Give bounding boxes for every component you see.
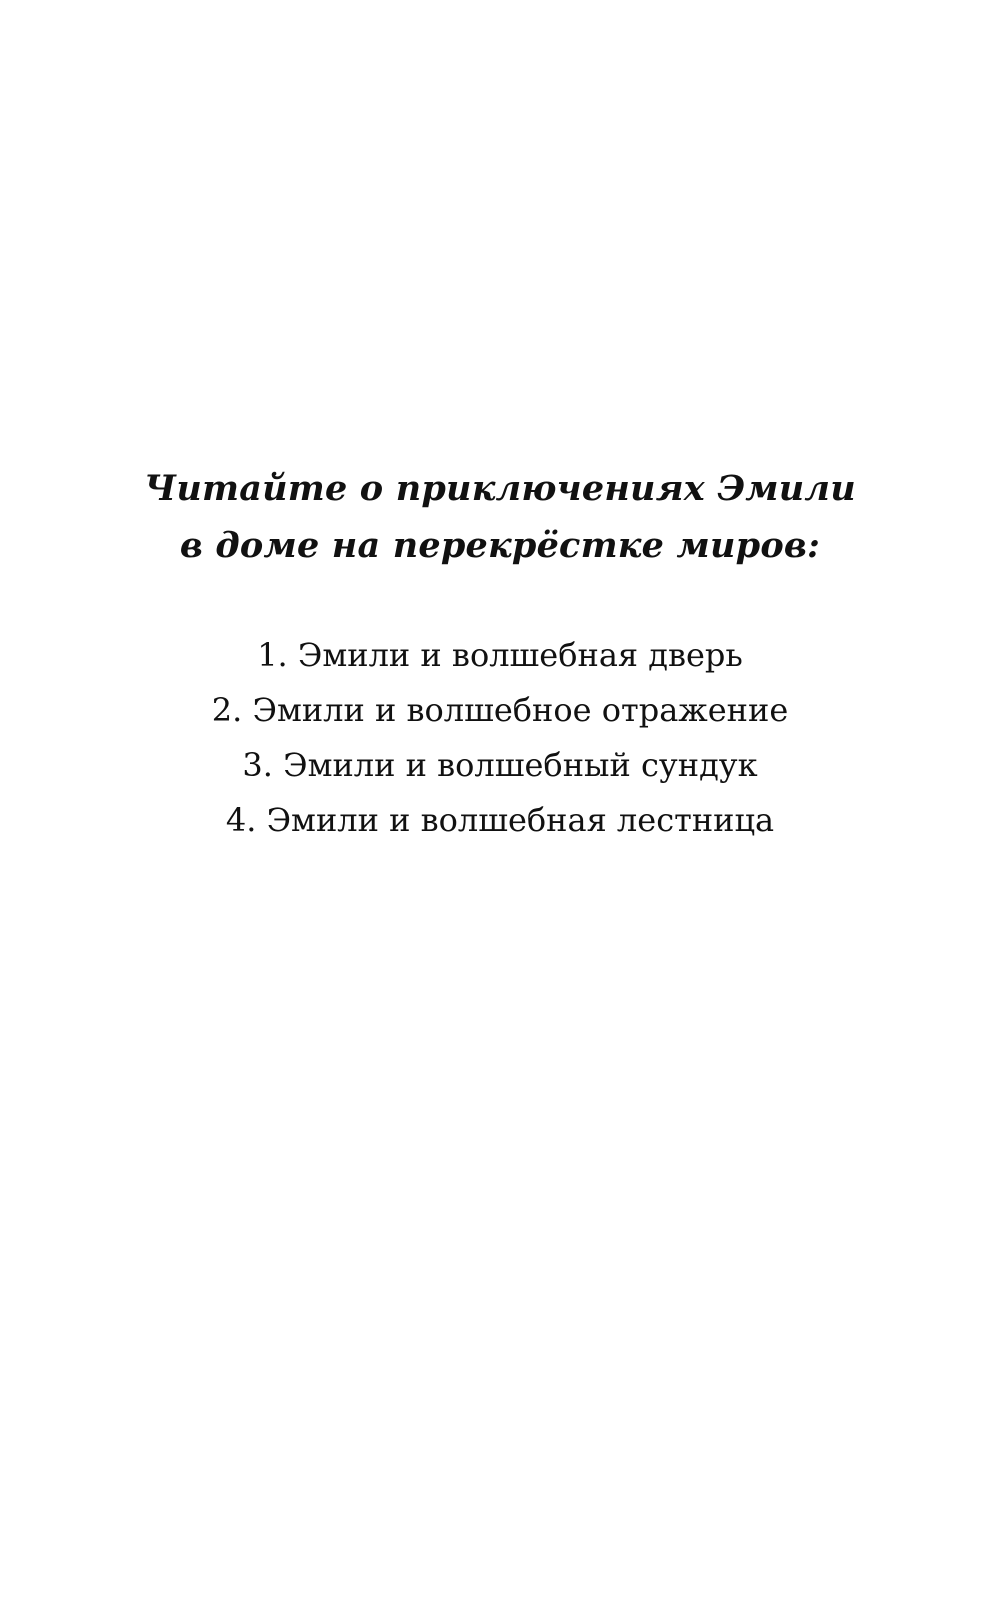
book-list-item-1: 1. Эмили и волшебная дверь <box>257 636 743 674</box>
series-heading-line-2: в доме на перекрёстке миров: <box>179 525 821 566</box>
series-heading <box>0 460 1000 574</box>
book-list-item-4: 4. Эмили и волшебная лестница <box>225 801 775 839</box>
book-list-item-2: 2. Эмили и волшебное отражение <box>211 691 789 729</box>
book-list-item-3: 3. Эмили и волшебный сундук <box>242 746 758 784</box>
book-list <box>0 628 1000 848</box>
series-heading-line-1: Читайте о приключениях Эмили <box>144 468 856 509</box>
